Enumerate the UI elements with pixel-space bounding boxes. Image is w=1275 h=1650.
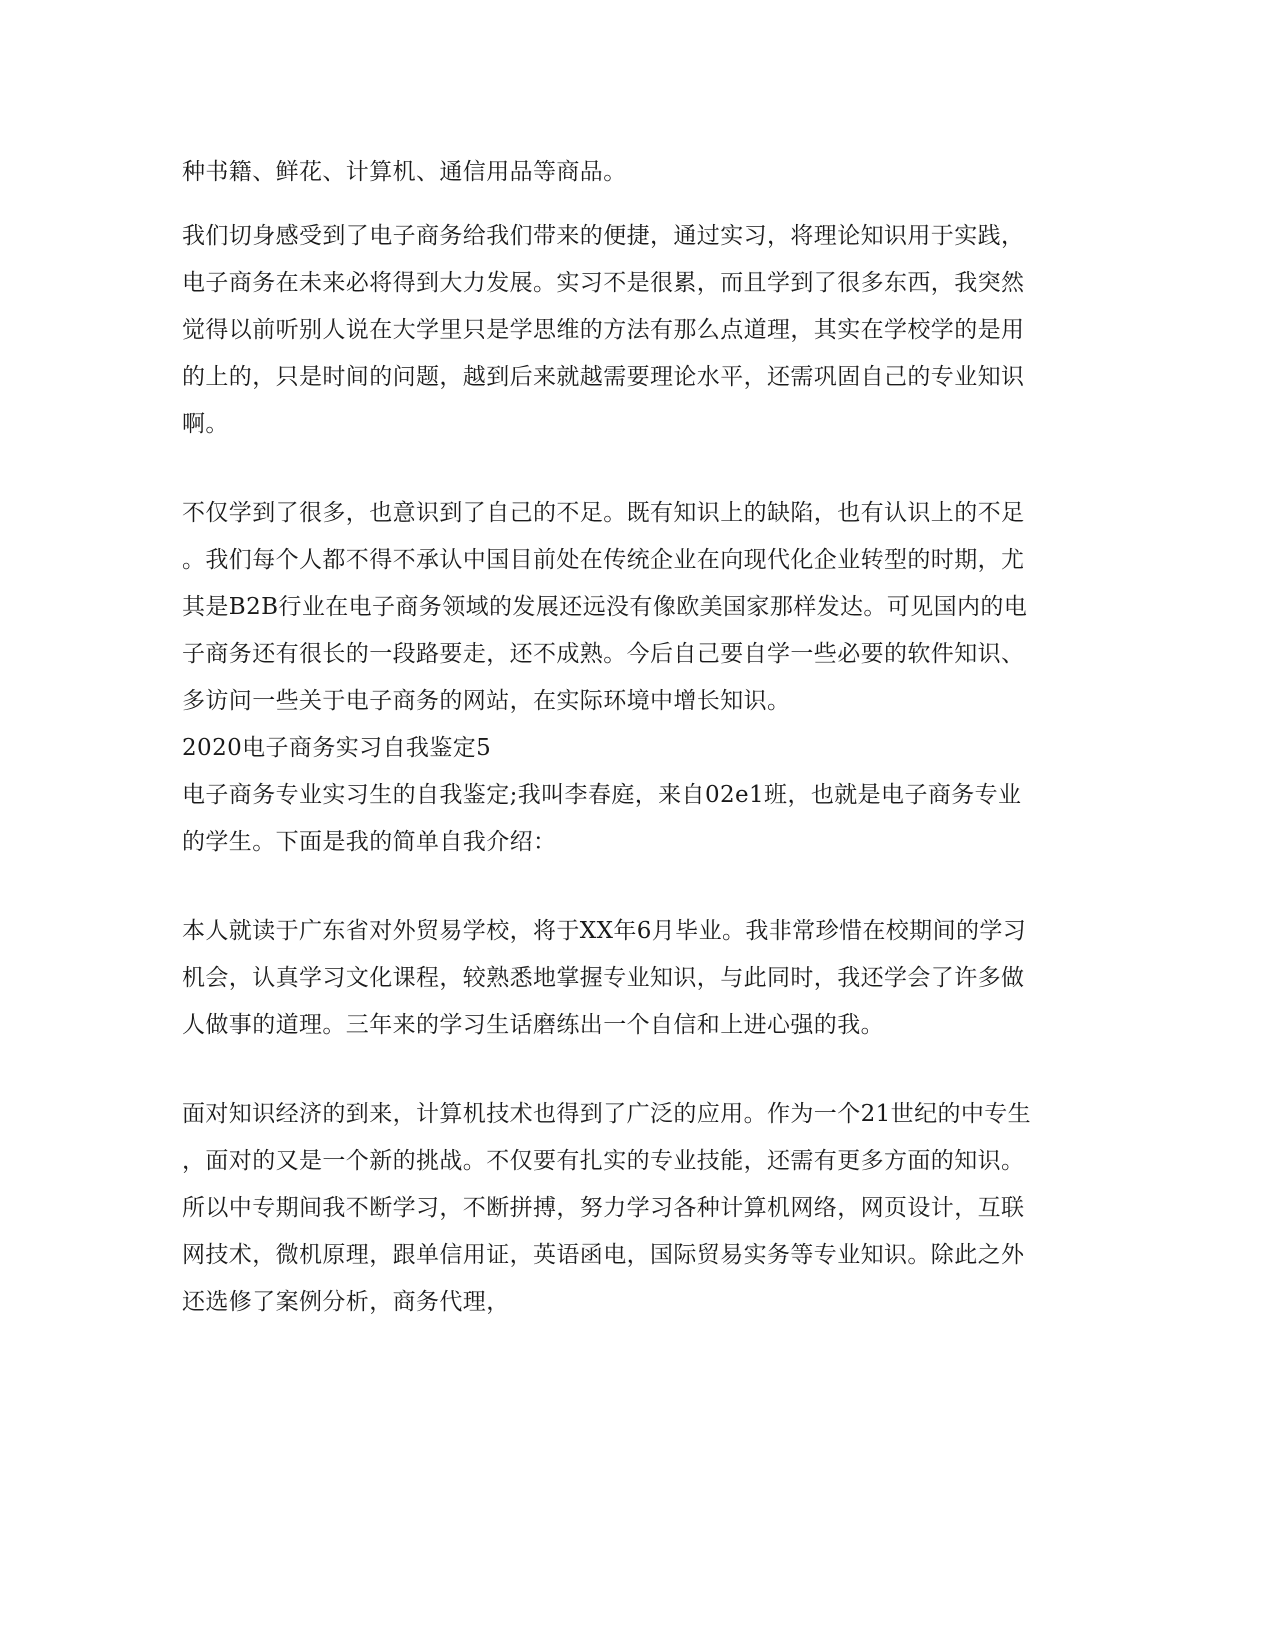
- text-line: 多访问一些关于电子商务的网站，在实际环境中增长知识。: [182, 688, 791, 714]
- section-heading: 2020电子商务实习自我鉴定5: [182, 735, 492, 761]
- text-line: 还选修了案例分析，商务代理，: [182, 1289, 510, 1315]
- text-line: 人做事的道理。三年来的学习生话磨练出一个自信和上进心强的我。: [182, 1012, 884, 1038]
- text-line: 本人就读于广东省对外贸易学校，将于XX年6月毕业。我非常珍惜在校期间的学习: [182, 918, 1027, 944]
- text-line: 子商务还有很长的一段路要走，还不成熟。今后自己要自学一些必要的软件知识、: [182, 641, 1025, 667]
- text-line: 机会，认真学习文化课程，较熟悉地掌握专业知识，与此同时，我还学会了许多做: [182, 965, 1025, 991]
- text-line: 。我们每个人都不得不承认中国目前处在传统企业在向现代化企业转型的时期，尤: [182, 547, 1025, 573]
- text-line: 电子商务在未来必将得到大力发展。实习不是很累，而且学到了很多东西，我突然: [182, 270, 1025, 296]
- text-line: 其是B2B行业在电子商务领域的发展还远没有像欧美国家那样发达。可见国内的电: [182, 594, 1028, 620]
- text-line: 觉得以前听别人说在大学里只是学思维的方法有那么点道理，其实在学校学的是用: [182, 317, 1025, 343]
- text-line: 的学生。下面是我的简单自我介绍：: [182, 829, 557, 855]
- text-line: 所以中专期间我不断学习，不断拼搏，努力学习各种计算机网络，网页设计，互联: [182, 1195, 1025, 1221]
- text-line: 面对知识经济的到来，计算机技术也得到了广泛的应用。作为一个21世纪的中专生: [182, 1101, 1032, 1127]
- text-line: 啊。: [182, 411, 229, 437]
- text-line: ，面对的又是一个新的挑战。不仅要有扎实的专业技能，还需有更多方面的知识。: [182, 1148, 1025, 1174]
- text-line: 我们切身感受到了电子商务给我们带来的便捷，通过实习，将理论知识用于实践，: [182, 223, 1025, 249]
- text-line: 电子商务专业实习生的自我鉴定;我叫李春庭，来自02e1班，也就是电子商务专业: [182, 782, 1022, 808]
- text-line: 网技术，微机原理，跟单信用证，英语函电，国际贸易实务等专业知识。除此之外: [182, 1242, 1025, 1268]
- text-line: 不仅学到了很多，也意识到了自己的不足。既有知识上的缺陷，也有认识上的不足: [182, 500, 1025, 526]
- text-line: 的上的，只是时间的问题，越到后来就越需要理论水平，还需巩固自己的专业知识: [182, 364, 1025, 390]
- text-line: 种书籍、鲜花、计算机、通信用品等商品。: [182, 159, 627, 185]
